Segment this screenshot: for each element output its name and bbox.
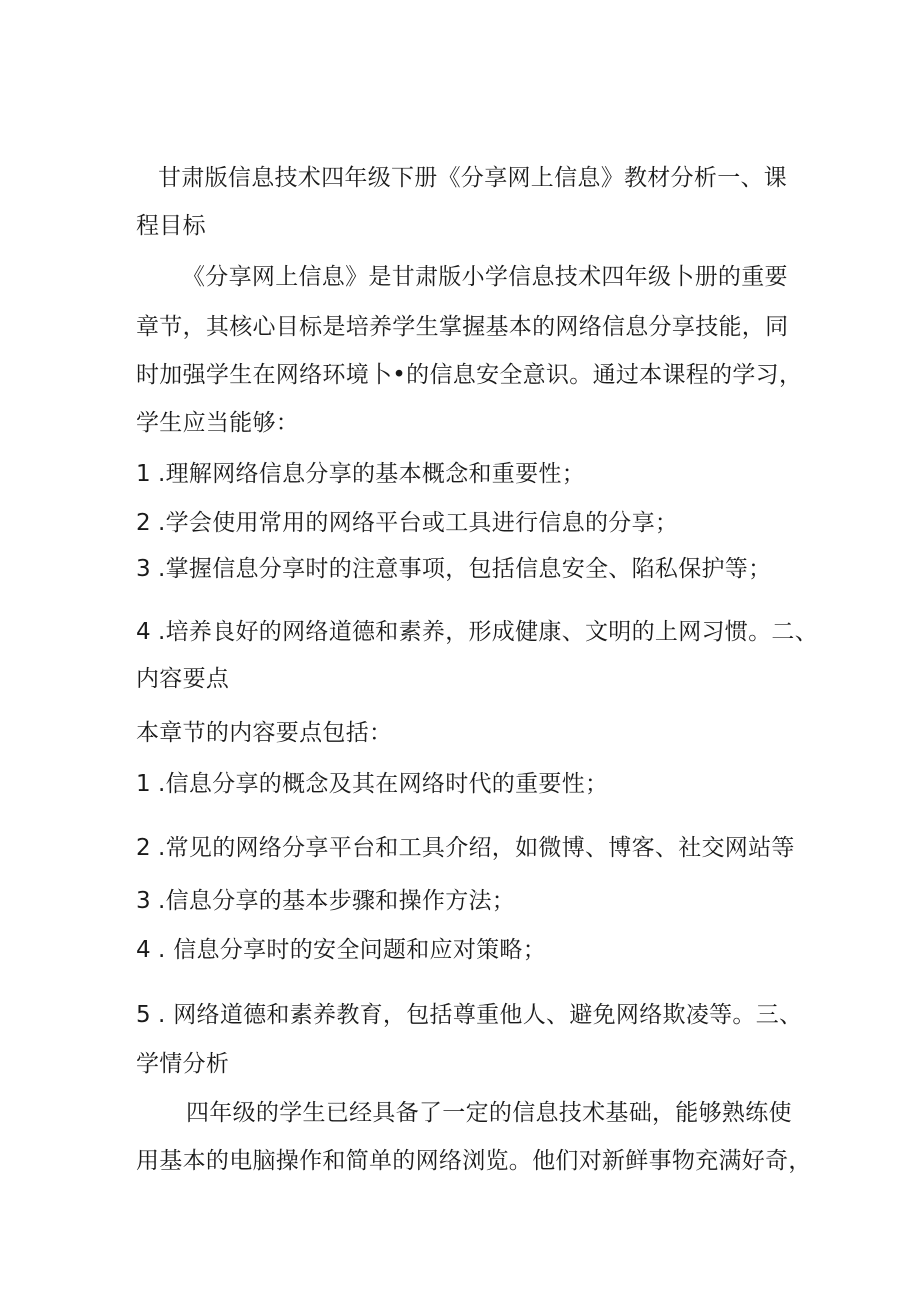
point-number: 1 (136, 771, 151, 797)
goal-item (136, 508, 678, 538)
intro-line: 《分享网上信息》是甘肃版小学信息技术四年级卜册的重要 (182, 264, 788, 290)
point-item (136, 935, 546, 965)
section2-heading: 内容要点 (136, 666, 230, 692)
doc-title-line1: 甘肃版信息技术四年级下册《分享网上信息》教材分析一、课 (158, 165, 788, 191)
analysis-line: 四年级的学生已经具备了一定的信息技术基础，能够熟练使 (186, 1100, 792, 1126)
point-text: .常见的网络分享平台和工具介绍，如微博、博客、社交网站等 (158, 835, 795, 861)
point-item (136, 886, 515, 916)
point-number: 2 (136, 835, 151, 861)
point-number: 5 (136, 1002, 151, 1028)
goal-text: .培养良好的网络道德和素养，形成健康、文明的上网习惯。二、 (158, 619, 819, 645)
goal-text: .理解网络信息分享的基本概念和重要性； (158, 461, 586, 487)
point-text: .信息分享的基本步骤和操作方法； (158, 888, 516, 914)
intro-line: 学生应当能够： (136, 410, 300, 436)
goal-item (136, 554, 771, 584)
point-text: .信息分享的概念及其在网络时代的重要性； (158, 771, 609, 797)
point-item (136, 833, 795, 863)
goal-text: .掌握信息分享时的注意事项，包括信息安全、陷私保护等； (158, 556, 772, 582)
goal-number: 2 (136, 510, 151, 536)
goal-text: .学会使用常用的网络平台或工具进行信息的分享； (158, 510, 679, 536)
point-text: . 网络道德和素养教育，包括尊重他人、避免网络欺凌等。三、 (158, 1002, 803, 1028)
goal-number: 1 (136, 461, 151, 487)
point-item (136, 1000, 802, 1030)
intro-line: 章节，其核心目标是培养学生掌握基本的网络信息分享技能，同 (136, 314, 789, 340)
goal-item (136, 459, 585, 489)
section3-heading: 学情分析 (136, 1051, 230, 1077)
goal-number: 4 (136, 619, 151, 645)
intro-line: 时加强学生在网络环境卜•的信息安全意识。通过本课程的学习， (136, 362, 803, 388)
point-number: 3 (136, 888, 151, 914)
point-item (136, 769, 608, 799)
point-number: 4 (136, 937, 151, 963)
analysis-line: 用基本的电脑操作和简单的网络浏览。他们对新鲜事物充满好奇， (136, 1148, 812, 1174)
point-text: . 信息分享时的安全问题和应对策略； (158, 937, 547, 963)
goal-item (136, 617, 818, 647)
section2-intro: 本章节的内容要点包括： (136, 720, 393, 746)
goal-number: 3 (136, 556, 151, 582)
doc-title-line2: 程目标 (136, 213, 206, 239)
